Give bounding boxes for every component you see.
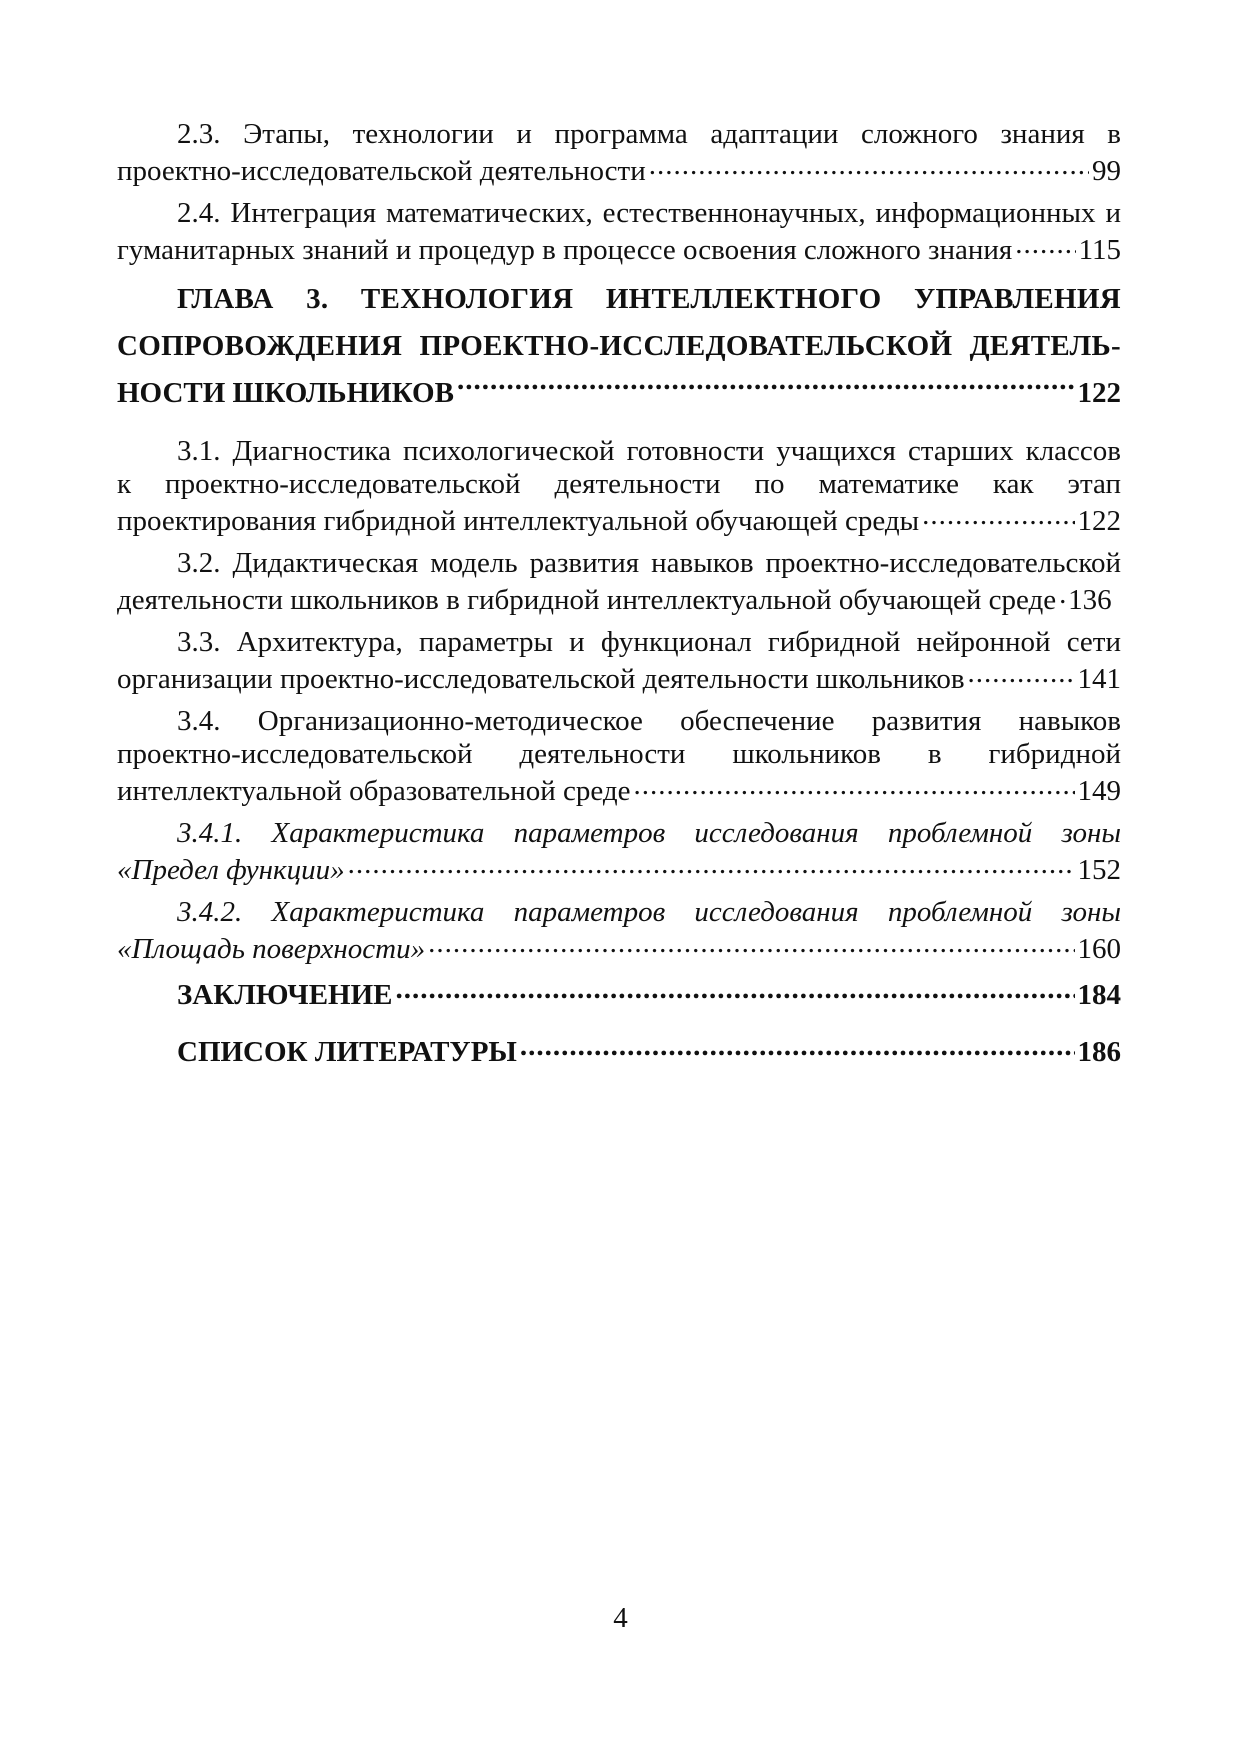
dot-leader	[520, 1032, 1075, 1061]
toc-entry-title-cont: «Площадь поверхности»	[117, 933, 426, 965]
toc-page-number: 184	[1077, 979, 1121, 1011]
toc-entry-title-cont: к проектно-исследовательской деятельности по математике как этап	[117, 468, 1121, 500]
toc-entry-3-1[interactable]	[117, 435, 1121, 538]
dot-leader	[649, 151, 1089, 180]
toc-entry-2-3[interactable]	[117, 118, 1121, 188]
toc-entry-title: 3.4. Организационно-методическое обеспечение развития навыков	[177, 705, 1121, 737]
toc-entry-3-4-1[interactable]	[117, 817, 1121, 887]
dot-leader	[634, 771, 1075, 800]
toc-entry-conclusion[interactable]	[117, 975, 1121, 1012]
toc-page-number: 136	[1068, 584, 1112, 616]
toc-page-number: 152	[1077, 854, 1121, 886]
toc-entry-3-4[interactable]	[117, 705, 1121, 808]
toc-entry-title-end: интеллектуальной образовательной среде	[117, 775, 631, 807]
toc-entry-title: ЗАКЛЮЧЕНИЕ	[177, 979, 393, 1011]
toc-entry-title: 3.2. Дидактическая модель развития навыков проектно-исследовательской	[177, 547, 1121, 579]
toc-entry-title: СПИСОК ЛИТЕРАТУРЫ	[177, 1036, 517, 1068]
toc-entry-title-cont: организации проектно-исследовательской деятельности школьников	[117, 663, 965, 695]
chapter-title-cont: СОПРОВОЖДЕНИЯ ПРОЕКТНО-ИССЛЕДОВАТЕЛЬСКОЙ ДЕЯТЕЛЬ-	[117, 330, 1121, 362]
toc-entry-title-cont: деятельности школьников в гибридной интеллектуальной обучающей среде	[117, 584, 1057, 616]
toc-page-number: 141	[1077, 663, 1121, 695]
toc-entry-title-end: проектирования гибридной интеллектуальной обучающей среды	[117, 505, 920, 537]
toc-entry-title: 3.4.1. Характеристика параметров исследования проблемной зоны	[177, 817, 1121, 849]
page-number: 4	[613, 1602, 628, 1634]
toc-page-number: 149	[1077, 775, 1121, 807]
toc-entry-references[interactable]	[117, 1032, 1121, 1069]
dot-leader	[1059, 580, 1065, 609]
toc-page-number: 186	[1077, 1036, 1121, 1068]
toc-entry-title-cont: проектно-исследовательской деятельности школьников в гибридной	[117, 738, 1121, 770]
dot-leader	[396, 975, 1075, 1004]
chapter-title-end: НОСТИ ШКОЛЬНИКОВ	[117, 377, 454, 409]
toc-page-number: 122	[1077, 377, 1121, 409]
dot-leader	[1015, 230, 1075, 259]
toc-entry-title-cont: «Предел функции»	[117, 854, 345, 886]
toc-entry-title: 3.3. Архитектура, параметры и функционал гибридной нейронной сети	[177, 626, 1121, 658]
dot-leader	[348, 850, 1075, 879]
toc-entry-3-4-2[interactable]	[117, 896, 1121, 966]
dot-leader	[457, 373, 1075, 402]
toc-entry-title: 3.4.2. Характеристика параметров исследования проблемной зоны	[177, 896, 1121, 928]
toc-entry-title-cont: проектно-исследовательской деятельности	[117, 155, 646, 187]
toc-entry-3-2[interactable]	[117, 547, 1121, 617]
table-of-contents	[117, 118, 1121, 1083]
toc-page-number: 160	[1077, 933, 1121, 965]
toc-page-number: 122	[1077, 505, 1121, 537]
dot-leader	[428, 929, 1074, 958]
toc-entry-title-cont: гуманитарных знаний и процедур в процессе освоения сложного знания	[117, 234, 1013, 266]
toc-page-number: 115	[1078, 234, 1121, 266]
toc-entry-title: 2.4. Интеграция математических, естественнонаучных, информационных и	[177, 197, 1121, 229]
toc-entry-title: 3.1. Диагностика психологической готовности учащихся старших классов	[177, 435, 1121, 467]
dot-leader	[968, 659, 1075, 688]
dot-leader	[922, 501, 1074, 530]
toc-entry-title: 2.3. Этапы, технологии и программа адаптации сложного знания в	[177, 118, 1121, 150]
toc-entry-2-4[interactable]	[117, 197, 1121, 267]
toc-entry-3-3[interactable]	[117, 626, 1121, 696]
toc-page-number: 99	[1092, 155, 1121, 187]
toc-chapter-3[interactable]	[117, 276, 1121, 417]
chapter-title: ГЛАВА 3. ТЕХНОЛОГИЯ ИНТЕЛЛЕКТНОГО УПРАВЛЕНИЯ	[177, 283, 1121, 315]
